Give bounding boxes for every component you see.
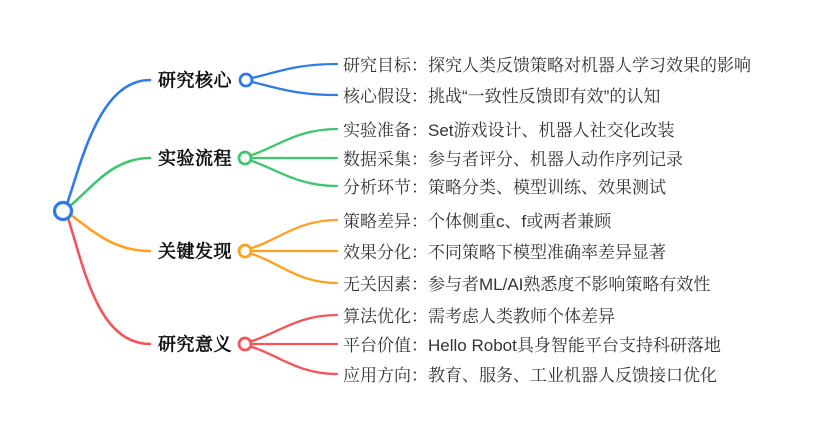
leaf-curve-core-hypothesis [252, 82, 337, 95]
leaf-curve-analysis-step [252, 161, 337, 186]
branch-node-research-significance[interactable] [239, 338, 251, 350]
leaf-curve-algorithm-optimization [252, 315, 337, 341]
leaf-curve-irrelevant-factor [252, 254, 337, 283]
leaf-analysis-step[interactable]: 分析环节：策略分类、模型训练、效果测试 [343, 178, 666, 197]
leaf-effect-divergence[interactable]: 效果分化：不同策略下模型准确率差异显著 [343, 243, 666, 262]
leaf-experiment-prep[interactable]: 实验准备：Set游戏设计、机器人社交化改装 [343, 121, 675, 140]
branch-node-key-findings[interactable] [239, 245, 251, 257]
leaf-platform-value[interactable]: 平台价值：Hello Robot具身智能平台支持科研落地 [343, 336, 721, 355]
leaf-application-direction[interactable]: 应用方向：教育、服务、工业机器人反馈接口优化 [343, 366, 717, 385]
leaf-strategy-difference[interactable]: 策略差异：个体侧重c、f或两者兼顾 [343, 212, 612, 231]
leaf-data-collection[interactable]: 数据采集：参与者评分、机器人动作序列记录 [343, 150, 683, 169]
leaf-algorithm-optimization[interactable]: 算法优化：需考虑人类教师个体差异 [343, 307, 615, 326]
leaf-curve-strategy-difference [252, 220, 337, 248]
branch-label-key-findings[interactable]: 关键发现 [158, 241, 232, 262]
leaf-curve-experiment-prep [252, 129, 337, 155]
branch-label-experiment-flow[interactable]: 实验流程 [158, 148, 232, 169]
branch-curve-research-core [67, 80, 150, 204]
leaf-research-goal[interactable]: 研究目标：探究人类反馈策略对机器人学习效果的影响 [343, 56, 751, 75]
leaf-curve-application-direction [252, 347, 337, 374]
branch-label-research-core[interactable]: 研究核心 [158, 70, 232, 91]
leaf-irrelevant-factor[interactable]: 无关因素：参与者ML/AI熟悉度不影响策略有效性 [343, 275, 711, 294]
branch-curve-key-findings [71, 215, 150, 251]
leaf-core-hypothesis[interactable]: 核心假设：挑战“一致性反馈即有效”的认知 [343, 87, 661, 106]
branch-curve-experiment-flow [70, 158, 150, 206]
branch-label-research-significance[interactable]: 研究意义 [158, 334, 232, 355]
branch-node-experiment-flow[interactable] [239, 152, 251, 164]
leaf-curve-research-goal [252, 64, 337, 78]
branch-curve-research-significance [68, 218, 150, 344]
branch-node-research-core[interactable] [240, 74, 252, 86]
central-node[interactable] [55, 203, 72, 220]
